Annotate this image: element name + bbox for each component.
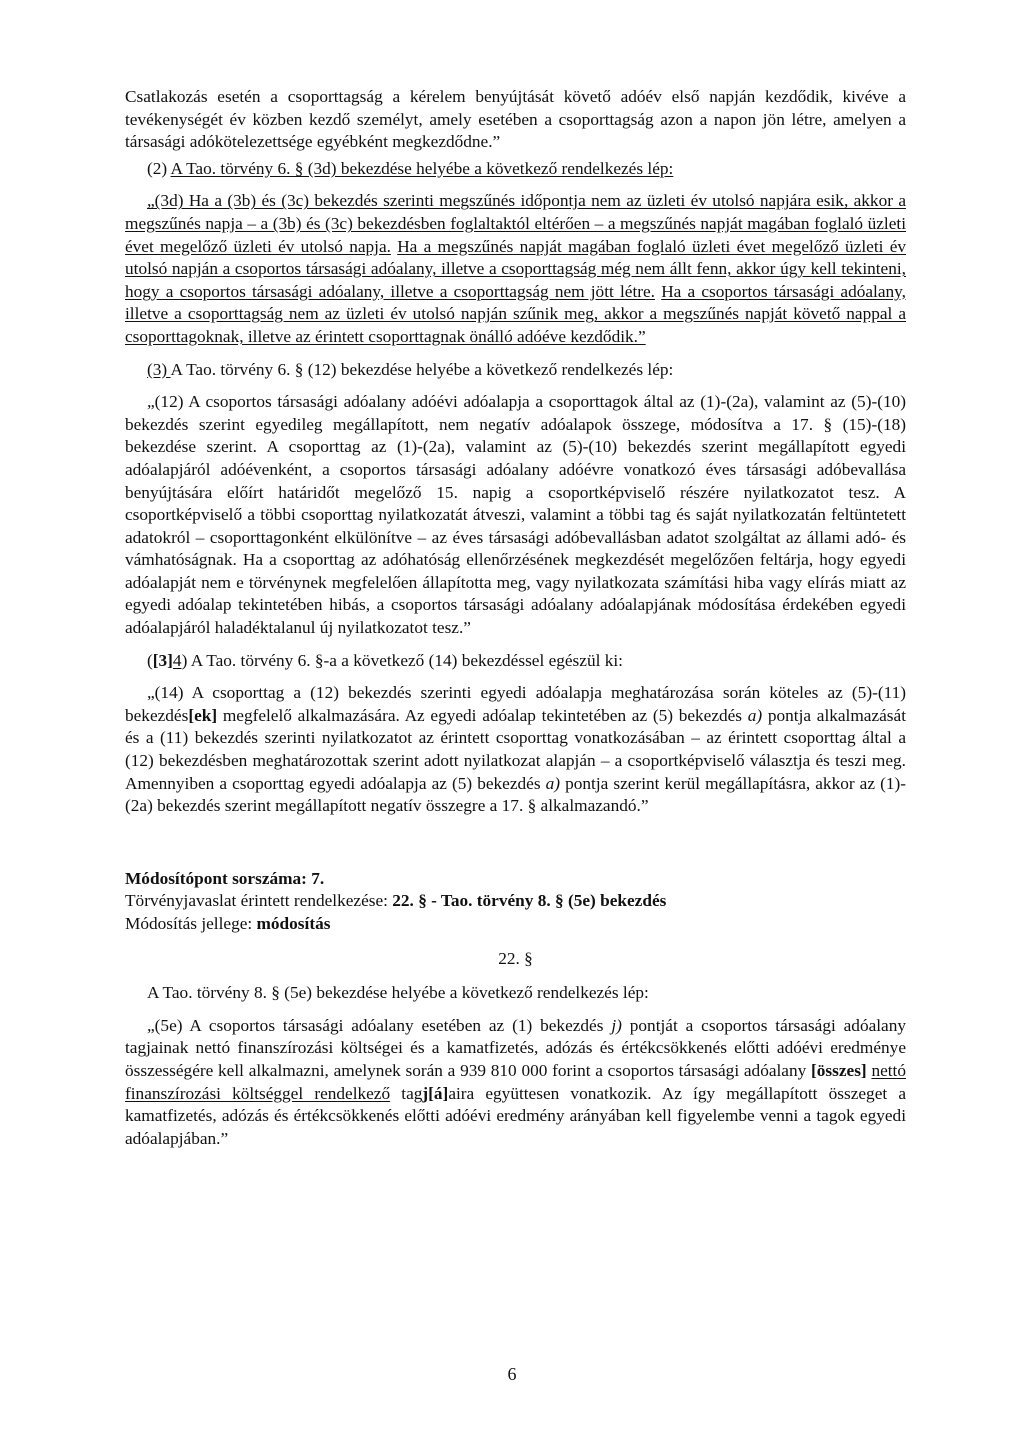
deleted-number: [3] xyxy=(152,650,173,670)
quoted-provision-14: „(14) A csoporttag a (12) bekezdés szerinti egyedi adóalapja meghatározása során köteles az (5)-(11) bekezdés[ek] megfelelő alkalmazására. Az egyedi adóalap tekintetében az (5) bekezdés a) pontja alkalmazását és a (11) bekezdés szerinti nyilatkozatot az érintett csoporttag vonatkozásában – az érintett csoporttag által a (12) bekezdésben meghatározottak szerint adott nyilatkozat alapján – a csoportképviselő választja és teszi meg. Amennyiben a csoporttag egyedi adóalapja az (5) bekezdés a) pontja szerint kerül megállapításra, akkor az (1)-(2a) bekezdés szerint megállapított negatív összegre a 17. § alkalmazandó.” xyxy=(125,683,907,816)
deleted-text: j[á] xyxy=(422,1083,449,1103)
deleted-text: [összes] xyxy=(811,1060,867,1080)
quoted-provision-3d xyxy=(125,190,906,348)
point-heading: A Tao. törvény 6. §-a a következő (14) bekezdéssel egészül ki: xyxy=(190,650,623,670)
section-heading: A Tao. törvény 8. § (5e) bekezdése helyébe a következő rendelkezés lép: xyxy=(147,983,649,1003)
quote-sentence-1: „(3d) Ha a (3b) és (3c) bekezdés szerinti megszűnés időpontja nem az üzleti év utolsó napjára esik, akkor a megszűnés napja – a (3b) és (3c) bekezdésben foglaltaktól eltérően – a megszűnés napját magában foglaló üzleti évet megelőző üzleti év utolsó napja. xyxy=(125,191,906,256)
amendment-nature: Módosítás jellege: módosítás xyxy=(125,914,331,933)
quoted-provision-12: „(12) A csoportos társasági adóalany adóévi adóalapja a csoporttagok által az (1)-(2a), valamint az (5)-(10) bekezdés szerint egyedileg megállapított, nem negatív adóalapok összege, módosítva a 17. § (15)-(18) bekezdése szerint. A csoporttag az (1)-(2a), valamint az (5)-(10) bekezdés szerint megállapított egyedi adóalapjáról adóévenként, a csoportos társasági adóalany adóévre vonatkozó éves társasági adóbevallása benyújtására előírt határidőt megelőző 15. napig a csoportképviselő részére nyilatkozatot tesz. A csoportképviselő a többi csoporttag nyilatkozatát átveszi, valamint a többi tag és saját nyilatkozatán feltüntetett adatokról – csoporttagonként elkülönítve – az éves társasági adóbevallásban adatot szolgáltat az állami adó- és vámhatóságnak. Ha a csoporttag az adóhatóság ellenőrzésének megkezdését megelőzően feltárja, hogy egyedi adóalapját nem e törvénynek megfelelően állapította meg, vagy nyilatkozata számítási hiba vagy elírás miatt az egyedi adóalap tekintetében hibás, a csoportos társasági adóalany adóalapjának módosítása érdekében egyedi adóalapjáról haladéktalanul új nyilatkozatot tesz.” xyxy=(125,392,906,638)
point-number: (2) xyxy=(147,158,171,178)
point-heading: A Tao. törvény 6. § (3d) bekezdése helyébe a következő rendelkezés lép: xyxy=(170,158,674,178)
amendment-point-4: ([3]4) A Tao. törvény 6. §-a a következő (14) bekezdéssel egészül ki: xyxy=(147,650,623,670)
amendment-header xyxy=(125,868,906,936)
amendment-point-2 xyxy=(125,158,906,181)
quote-sentence-3: Ha a csoportos társasági adóalany, illetve a csoporttagság nem az üzleti év utolsó napján szűnik meg, akkor a megszűnés napját követő nappal a csoporttagoknak, illetve az érintett csoporttagnak önálló adóéve kezdődik.” xyxy=(125,281,906,346)
inserted-text: nettó finanszírozási költséggel rendelkező xyxy=(125,1060,906,1103)
point-number: (3) xyxy=(147,359,171,379)
page-number: 6 xyxy=(507,1364,517,1384)
amendment-number: Módosítópont sorszáma: 7. xyxy=(125,868,325,888)
deleted-text: [ek] xyxy=(188,705,218,725)
paragraph-csatlakozas: Csatlakozás esetén a csoporttagság a kérelem benyújtását követő adóév első napján kezdődik, kivéve a tevékenységét év közben kezdő személyt, amely esetében a csoporttagság azon a napon jön létre, amelyen a társasági adókötelezettsége egyébként megkezdődne.” xyxy=(125,87,906,152)
point-heading: A Tao. törvény 6. § (12) bekezdése helyébe a következő rendelkezés lép: xyxy=(170,359,674,379)
quote-sentence-2: Ha a megszűnés napját magában foglaló üzleti évet megelőző üzleti év utolsó napján a csoportos társasági adóalany, illetve a csoporttagság még nem állt fenn, akkor úgy kell tekinteni, hogy a csoportos társasági adóalany, illetve a csoporttagság nem jött létre. xyxy=(125,236,907,301)
amendment-point-3 xyxy=(125,359,906,382)
section-number: 22. § xyxy=(498,948,533,968)
inserted-number: 4 xyxy=(172,650,182,670)
quoted-provision-5e: „(5e) A csoportos társasági adóalany esetében az (1) bekezdés j) pontját a csoportos társasági adóalany tagjainak nettó finanszírozási költségei és a kamatfizetés, adózás és értékcsökkenés előtti adóévi eredménye összességére kell alkalmazni, amelynek során a 939 810 000 forint a csoportos társasági adóalany [összes] nettó finanszírozási költséggel rendelkező tagj[á]aira együttesen vonatkozik. Az így megállapított összeget a kamatfizetés, adózás és értékcsökkenés előtti adóévi eredmény arányában kell figyelembe venni a tagok egyedi adóalapjában.” xyxy=(125,1015,907,1148)
amendment-provision: Törvényjavaslat érintett rendelkezése: 22. § - Tao. törvény 8. § (5e) bekezdés xyxy=(125,891,667,911)
document-page xyxy=(125,86,906,1150)
